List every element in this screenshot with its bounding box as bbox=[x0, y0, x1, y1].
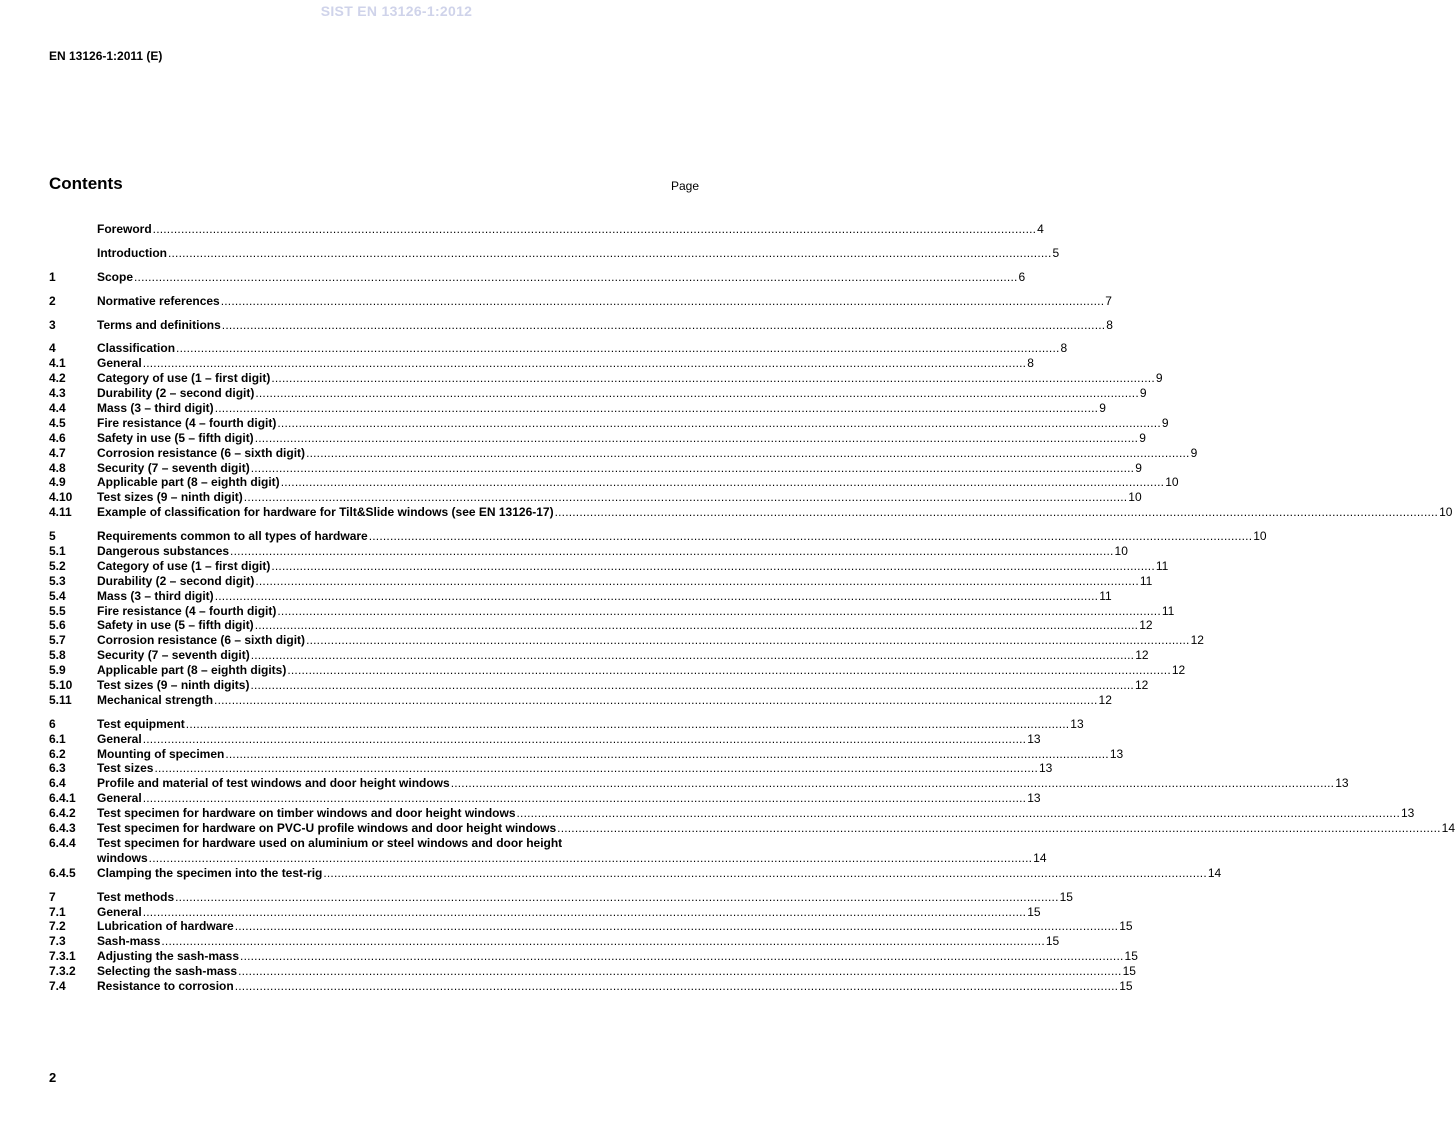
toc-entry[interactable] bbox=[49, 949, 1138, 964]
toc-entry-title: Safety in use (5 – fifth digit) bbox=[97, 618, 254, 633]
footer-page-number: 2 bbox=[49, 1070, 57, 1085]
toc-entry-page: 13 bbox=[1027, 791, 1041, 806]
toc-entry-number: 4.2 bbox=[49, 371, 66, 386]
dot-leader bbox=[287, 663, 1171, 678]
toc-entry[interactable] bbox=[49, 746, 1124, 762]
toc-entry[interactable] bbox=[49, 356, 1034, 371]
toc-entry[interactable] bbox=[49, 633, 1204, 648]
toc-group bbox=[49, 245, 1060, 261]
dot-leader bbox=[153, 222, 1037, 237]
toc-entry-page: 9 bbox=[1099, 401, 1106, 415]
toc-entry-number: 6.4.5 bbox=[49, 865, 76, 880]
toc-entry-page: 15 bbox=[1119, 978, 1133, 993]
toc-entry-title: Category of use (1 – first digit) bbox=[97, 558, 271, 573]
toc-entry-title: Scope bbox=[97, 269, 134, 284]
document-id: EN 13126-1:2011 (E) bbox=[49, 49, 163, 63]
toc-entry-title: General bbox=[97, 731, 142, 746]
toc-entry-page: 8 bbox=[1060, 341, 1068, 356]
toc-entry-number: 6.2 bbox=[49, 746, 66, 761]
toc-entry-title: Classification bbox=[97, 341, 176, 356]
toc-entry[interactable] bbox=[49, 490, 1142, 505]
toc-entry[interactable] bbox=[49, 293, 1112, 309]
toc-group bbox=[49, 889, 1138, 994]
toc-entry-title: Normative references bbox=[97, 293, 220, 308]
toc-group bbox=[49, 341, 1453, 520]
dot-leader bbox=[251, 461, 1135, 476]
toc-entry-number: 5.2 bbox=[49, 558, 66, 573]
dot-leader bbox=[277, 604, 1161, 619]
dot-leader bbox=[281, 475, 1165, 490]
toc-entry-page: 10 bbox=[1439, 505, 1453, 520]
toc-entry-page: 11 bbox=[1099, 588, 1112, 603]
dot-leader bbox=[277, 416, 1161, 431]
toc-entry-number: 5.3 bbox=[49, 573, 66, 588]
toc-entry-number: 5.6 bbox=[49, 618, 66, 633]
dot-leader bbox=[168, 246, 1052, 261]
dot-leader bbox=[306, 633, 1190, 648]
toc-entry-title: Mounting of specimen bbox=[97, 746, 225, 761]
toc-entry-title: Terms and definitions bbox=[97, 317, 221, 332]
toc-entry-page: 13 bbox=[1070, 716, 1084, 731]
dot-leader bbox=[255, 574, 1139, 589]
toc-entry-page: 15 bbox=[1059, 889, 1073, 904]
toc-entry-title: Corrosion resistance (6 – sixth digit) bbox=[97, 445, 306, 460]
toc-entry-title: Durability (2 – second digit) bbox=[97, 573, 255, 588]
toc-entry-title: Durability (2 – second digit) bbox=[97, 386, 255, 401]
toc-entry-number: 6.3 bbox=[49, 761, 66, 776]
toc-entry-page: 14 bbox=[1033, 850, 1047, 865]
toc-entry-number: 4.1 bbox=[49, 356, 66, 371]
dot-leader bbox=[149, 851, 1033, 866]
toc-entry-page: 10 bbox=[1165, 475, 1179, 490]
toc-entry-number: 5.1 bbox=[49, 544, 66, 559]
toc-entry[interactable] bbox=[49, 558, 1169, 574]
toc-entry-page: 9 bbox=[1139, 386, 1147, 401]
toc-entry-number: 5.8 bbox=[49, 648, 66, 663]
toc-entry-number: 4.3 bbox=[49, 386, 66, 401]
toc-entry-title: Safety in use (5 – fifth digit) bbox=[97, 430, 254, 445]
toc-entry-page: 11 bbox=[1155, 558, 1169, 573]
dot-leader bbox=[517, 806, 1401, 821]
toc-entry-page: 10 bbox=[1253, 529, 1267, 544]
toc-entry-page: 11 bbox=[1161, 603, 1175, 618]
toc-group bbox=[49, 529, 1267, 708]
toc-entry[interactable] bbox=[49, 964, 1136, 979]
toc-entry[interactable] bbox=[49, 889, 1073, 905]
dot-leader bbox=[143, 356, 1027, 371]
toc-entry-title: Requirements common to all types of hardware bbox=[97, 529, 368, 544]
toc-entry-number: 5.5 bbox=[49, 603, 66, 618]
toc-entry-title: Lubrication of hardware bbox=[97, 919, 234, 934]
toc-entry-title: General bbox=[97, 356, 142, 371]
dot-leader bbox=[186, 717, 1070, 732]
toc-entry-title: Category of use (1 – first digit) bbox=[97, 371, 271, 386]
toc-entry-number: 4.8 bbox=[49, 460, 66, 475]
page-column-label: Page bbox=[670, 179, 699, 193]
toc-entry[interactable] bbox=[49, 341, 1068, 356]
toc-entry[interactable] bbox=[49, 386, 1147, 401]
toc-entry[interactable] bbox=[49, 618, 1153, 633]
dot-leader bbox=[323, 866, 1207, 881]
toc-entry-title: Sash-mass bbox=[97, 934, 161, 949]
toc-entry-title: Test specimen for hardware used on aluminium or steel windows and door height bbox=[97, 835, 563, 850]
toc-entry[interactable] bbox=[49, 919, 1133, 934]
dot-leader bbox=[557, 821, 1441, 836]
toc-entry-number: 4.9 bbox=[49, 475, 66, 490]
toc-entry-number: 6.4.2 bbox=[49, 806, 76, 821]
toc-entry-title: Test methods bbox=[97, 889, 175, 904]
toc-entry-page: 14 bbox=[1441, 821, 1455, 836]
toc-entry-number: 5.9 bbox=[49, 663, 66, 678]
toc-entry[interactable] bbox=[49, 588, 1112, 604]
toc-entry[interactable] bbox=[49, 761, 1053, 777]
toc-group bbox=[49, 317, 1113, 333]
watermark: SIST EN 13126-1:2012 bbox=[320, 3, 473, 19]
dot-leader bbox=[221, 294, 1105, 309]
dot-leader bbox=[215, 401, 1099, 416]
toc-entry-page: 10 bbox=[1128, 490, 1142, 505]
toc-entry-title: Test sizes (9 – ninth digit) bbox=[97, 490, 243, 505]
toc-entry[interactable] bbox=[49, 371, 1163, 386]
toc-entry[interactable] bbox=[49, 221, 1044, 237]
dot-leader bbox=[161, 934, 1045, 949]
toc-entry-page: 5 bbox=[1052, 245, 1060, 260]
toc-entry-title: Clamping the specimen into the test-rig bbox=[97, 865, 323, 880]
dot-leader bbox=[240, 949, 1124, 964]
dot-leader bbox=[255, 431, 1139, 446]
toc-entry-title: General bbox=[97, 904, 142, 919]
toc-entry-number: 1 bbox=[49, 269, 56, 284]
toc-entry[interactable] bbox=[49, 806, 1415, 821]
toc-entry-page: 6 bbox=[1018, 269, 1026, 284]
toc-entry-title: Test sizes bbox=[97, 761, 154, 776]
toc-entry-number: 5 bbox=[49, 529, 56, 544]
toc-entry-title: Test equipment bbox=[97, 716, 185, 731]
toc-entry-title: Test sizes (9 – ninth digits) bbox=[97, 678, 250, 693]
toc-entry-title: Foreword bbox=[97, 221, 152, 236]
toc-entry-title: Test specimen for hardware on PVC-U profile windows and door height windows bbox=[97, 821, 557, 836]
toc-entry-title: Mechanical strength bbox=[97, 692, 214, 707]
toc-entry-page: 15 bbox=[1122, 964, 1136, 979]
dot-leader bbox=[134, 270, 1018, 285]
toc-entry[interactable] bbox=[49, 934, 1060, 949]
toc-entry-title: Fire resistance (4 – fourth digit) bbox=[97, 415, 277, 430]
toc-entry-page: 8 bbox=[1106, 317, 1113, 332]
toc-entry-page: 13 bbox=[1109, 746, 1124, 761]
toc-entry[interactable] bbox=[49, 663, 1186, 678]
toc-entry[interactable] bbox=[49, 865, 1222, 881]
dot-leader bbox=[176, 341, 1060, 356]
toc-entry-number: 7 bbox=[49, 889, 56, 904]
toc-entry[interactable] bbox=[49, 776, 1349, 791]
toc-entry[interactable] bbox=[49, 430, 1146, 446]
toc-entry[interactable] bbox=[49, 791, 1041, 806]
dot-leader bbox=[215, 589, 1099, 604]
toc-entry[interactable] bbox=[49, 460, 1142, 476]
toc-entry-page: 12 bbox=[1190, 633, 1204, 648]
toc-entry-title: Security (7 – seventh digit) bbox=[97, 460, 250, 475]
toc-entry-page: 12 bbox=[1139, 618, 1153, 633]
toc-entry-page: 15 bbox=[1119, 919, 1133, 934]
toc-entry-page: 12 bbox=[1135, 648, 1149, 663]
toc-entry-title: Dangerous substances bbox=[97, 544, 230, 559]
toc-entry[interactable] bbox=[49, 529, 1267, 544]
toc-entry-number: 5.7 bbox=[49, 633, 66, 648]
toc-entry-title: General bbox=[97, 791, 142, 806]
toc-entry-number: 6.4 bbox=[49, 776, 66, 791]
toc-entry-title: Corrosion resistance (6 – sixth digit) bbox=[97, 633, 306, 648]
toc-entry-page: 9 bbox=[1161, 415, 1169, 430]
dot-leader bbox=[306, 446, 1190, 461]
toc-entry[interactable] bbox=[49, 317, 1113, 333]
toc-entry-number: 4.7 bbox=[49, 445, 66, 460]
toc-entry-page: 13 bbox=[1335, 776, 1349, 791]
dot-leader bbox=[143, 905, 1027, 920]
toc-entry-page: 10 bbox=[1114, 544, 1128, 559]
toc-entry[interactable] bbox=[49, 835, 1047, 866]
toc-entry-number: 7.3.2 bbox=[49, 964, 76, 979]
toc-entry-page: 15 bbox=[1045, 934, 1060, 949]
toc-entry-number: 5.11 bbox=[49, 692, 72, 707]
toc-entry-page: 9 bbox=[1139, 430, 1146, 445]
toc-entry-page: 12 bbox=[1171, 663, 1186, 678]
toc-entry[interactable] bbox=[49, 415, 1169, 431]
toc-entry-number: 6.4.4 bbox=[49, 835, 76, 850]
toc-entry-number: 7.4 bbox=[49, 978, 66, 993]
dot-leader bbox=[555, 505, 1439, 520]
toc-entry-title-continued: windows bbox=[97, 850, 148, 865]
toc-entry[interactable] bbox=[49, 445, 1198, 461]
dot-leader bbox=[230, 544, 1114, 559]
toc-entry-number: 6 bbox=[49, 716, 56, 731]
dot-leader bbox=[235, 919, 1119, 934]
toc-entry-page: 9 bbox=[1155, 371, 1163, 386]
toc-entry-title: Selecting the sash-mass bbox=[97, 964, 238, 979]
toc-entry-page: 15 bbox=[1027, 904, 1041, 919]
dot-leader bbox=[143, 791, 1027, 806]
toc-entry-title: Adjusting the sash-mass bbox=[97, 949, 240, 964]
toc-entry-number: 7.1 bbox=[49, 904, 66, 919]
toc-entry-title: Fire resistance (4 – fourth digit) bbox=[97, 603, 277, 618]
toc-entry-number: 5.4 bbox=[49, 588, 66, 603]
toc-entry[interactable] bbox=[49, 904, 1041, 920]
toc-entry-page: 9 bbox=[1135, 460, 1142, 475]
toc-entry[interactable] bbox=[49, 648, 1149, 663]
toc-entry-page: 7 bbox=[1105, 293, 1112, 308]
dot-leader bbox=[451, 776, 1335, 791]
toc-entry[interactable] bbox=[49, 573, 1153, 589]
toc-entry-number: 4.6 bbox=[49, 430, 66, 445]
table-of-contents bbox=[49, 221, 1455, 1003]
toc-entry-number: 6.1 bbox=[49, 731, 66, 746]
dot-leader bbox=[250, 678, 1134, 693]
dot-leader bbox=[143, 732, 1027, 747]
dot-leader bbox=[369, 529, 1253, 544]
toc-entry[interactable] bbox=[49, 716, 1084, 732]
toc-entry-page: 8 bbox=[1027, 356, 1034, 371]
toc-entry[interactable] bbox=[49, 245, 1060, 261]
dot-leader bbox=[238, 964, 1122, 979]
toc-entry-title: Example of classification for hardware for Tilt&Slide windows (see EN 13126-17) bbox=[97, 505, 554, 520]
toc-entry-number: 5.10 bbox=[49, 678, 73, 693]
dot-leader bbox=[175, 890, 1059, 905]
toc-entry-title: Mass (3 – third digit) bbox=[97, 401, 214, 415]
toc-group bbox=[49, 269, 1026, 285]
dot-leader bbox=[214, 693, 1098, 708]
dot-leader bbox=[225, 747, 1109, 762]
toc-entry-title: Introduction bbox=[97, 245, 167, 260]
toc-entry-number: 4.11 bbox=[49, 505, 72, 520]
toc-entry-title: Applicable part (8 – eighth digits) bbox=[97, 663, 287, 678]
toc-entry-number: 6.4.3 bbox=[49, 821, 76, 836]
toc-entry-title: Test specimen for hardware on timber windows and door height windows bbox=[97, 806, 516, 821]
toc-entry[interactable] bbox=[49, 475, 1179, 490]
toc-entry-page: 11 bbox=[1139, 573, 1153, 588]
toc-entry-page: 13 bbox=[1038, 761, 1053, 776]
toc-entry-page: 12 bbox=[1134, 678, 1149, 693]
toc-entry-number: 4.5 bbox=[49, 415, 66, 430]
dot-leader bbox=[271, 559, 1155, 574]
toc-entry-title: Profile and material of test windows and door height windows bbox=[97, 776, 450, 791]
toc-entry-page: 14 bbox=[1207, 865, 1222, 880]
toc-entry[interactable] bbox=[49, 731, 1041, 747]
dot-leader bbox=[222, 318, 1106, 333]
toc-entry[interactable] bbox=[49, 678, 1149, 693]
toc-entry[interactable] bbox=[49, 821, 1455, 836]
toc-entry-number: 7.3.1 bbox=[49, 949, 76, 964]
dot-leader bbox=[271, 371, 1155, 386]
contents-title: Contents bbox=[49, 174, 123, 193]
toc-entry-page: 4 bbox=[1037, 221, 1044, 236]
toc-entry-number: 7.3 bbox=[49, 934, 66, 949]
toc-entry[interactable] bbox=[49, 505, 1453, 520]
toc-entry[interactable] bbox=[49, 692, 1112, 708]
dot-leader bbox=[255, 618, 1139, 633]
toc-entry-number: 4 bbox=[49, 341, 56, 356]
toc-entry-number: 2 bbox=[49, 293, 56, 308]
dot-leader bbox=[244, 490, 1128, 505]
dot-leader bbox=[251, 648, 1135, 663]
toc-entry-title: Applicable part (8 – eighth digit) bbox=[97, 475, 280, 490]
toc-entry-page: 12 bbox=[1098, 692, 1112, 707]
toc-group bbox=[49, 716, 1455, 881]
dot-leader bbox=[235, 979, 1119, 994]
toc-group bbox=[49, 221, 1044, 237]
toc-entry-page: 15 bbox=[1124, 949, 1138, 964]
toc-entry[interactable] bbox=[49, 978, 1133, 994]
toc-entry-number: 6.4.1 bbox=[49, 791, 76, 806]
toc-entry-number: 3 bbox=[49, 317, 56, 332]
toc-entry-number: 7.2 bbox=[49, 919, 66, 934]
toc-group bbox=[49, 293, 1112, 309]
toc-entry[interactable] bbox=[49, 603, 1175, 619]
toc-entry-page: 13 bbox=[1027, 731, 1041, 746]
toc-entry-page: 9 bbox=[1190, 445, 1198, 460]
toc-entry-number: 4.4 bbox=[49, 401, 66, 415]
toc-entry-title: Security (7 – seventh digit) bbox=[97, 648, 250, 663]
dot-leader bbox=[154, 761, 1038, 776]
dot-leader bbox=[255, 386, 1139, 401]
toc-entry[interactable] bbox=[49, 544, 1128, 559]
toc-entry-page: 13 bbox=[1401, 806, 1415, 821]
toc-entry-number: 4.10 bbox=[49, 490, 73, 505]
toc-entry-title: Resistance to corrosion bbox=[97, 978, 234, 993]
toc-entry-title: Mass (3 – third digit) bbox=[97, 588, 214, 603]
toc-entry[interactable] bbox=[49, 401, 1106, 416]
toc-entry[interactable] bbox=[49, 269, 1026, 285]
